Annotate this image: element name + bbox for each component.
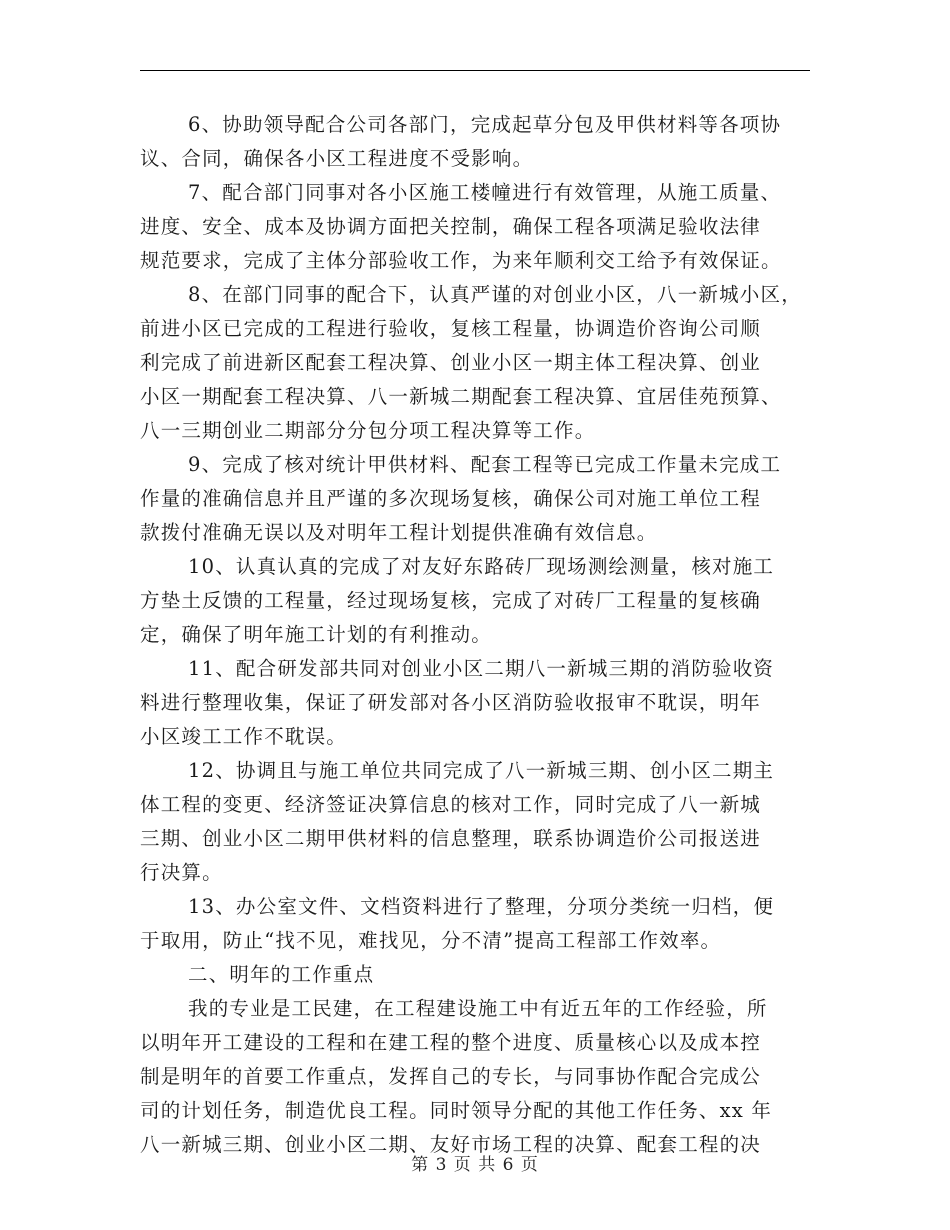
text-line: 6、协助领导配合公司各部门，完成起草分包及甲供材料等各项协	[188, 113, 782, 136]
paragraph-item-13	[140, 890, 810, 958]
text-line: 行决算。	[140, 861, 223, 884]
paragraph-item-7	[140, 176, 810, 278]
paragraph-item-12	[140, 754, 810, 890]
text-line: 7、配合部门同事对各小区施工楼幢进行有效管理，从施工质量、	[188, 181, 782, 204]
text-line: 8、在部门同事的配合下，认真严谨的对创业小区，八一新城小区，	[188, 283, 802, 306]
document-body	[140, 108, 810, 1162]
text-line: 八一新城三期、创业小区二期、友好市场工程的决算、配套工程的决	[140, 1133, 762, 1156]
text-line: 八一三期创业二期部分分包分项工程决算等工作。	[140, 419, 596, 442]
text-line: 小区一期配套工程决算、八一新城二期配套工程决算、宜居佳苑预算、	[140, 385, 782, 408]
text-line: 规范要求，完成了主体分部验收工作，为来年顺利交工给予有效保证。	[140, 249, 782, 272]
text-line: 作量的准确信息并且严谨的多次现场复核，确保公司对施工单位工程	[140, 487, 762, 510]
text-line: 前进小区已完成的工程进行验收，复核工程量，协调造价咨询公司顺	[140, 317, 762, 340]
paragraph-item-9	[140, 448, 810, 550]
text-line: 制是明年的首要工作重点，发挥自己的专长，与同事协作配合完成公	[140, 1065, 762, 1088]
text-line: 三期、创业小区二期甲供材料的信息整理，联系协调造价公司报送进	[140, 827, 762, 850]
text-line: 9、完成了核对统计甲供材料、配套工程等已完成工作量未完成工	[188, 453, 782, 476]
paragraph-item-8	[140, 278, 810, 448]
text-line: 司的计划任务，制造优良工程。同时领导分配的其他工作任务、xx 年	[140, 1099, 773, 1122]
text-line: 11、配合研发部共同对创业小区二期八一新城三期的消防验收资	[188, 657, 775, 680]
paragraph-item-11	[140, 652, 810, 754]
section-heading-text: 二、明年的工作重点	[188, 963, 375, 986]
header-rule	[140, 70, 810, 71]
text-line: 于取用，防止“找不见，难找见，分不清”提高工程部工作效率。	[140, 929, 722, 952]
text-line: 利完成了前进新区配套工程决算、创业小区一期主体工程决算、创业	[140, 351, 762, 374]
text-line: 方垫土反馈的工程量，经过现场复核，完成了对砖厂工程量的复核确	[140, 589, 762, 612]
text-line: 10、认真认真的完成了对友好东路砖厂现场测绘测量，核对施工	[188, 555, 775, 578]
text-line: 定，确保了明年施工计划的有利推动。	[140, 623, 492, 646]
text-line: 款拨付准确无误以及对明年工程计划提供准确有效信息。	[140, 521, 658, 544]
text-line: 议、合同，确保各小区工程进度不受影响。	[140, 147, 534, 170]
text-line: 以明年开工建设的工程和在建工程的整个进度、质量核心以及成本控	[140, 1031, 762, 1054]
text-line: 料进行整理收集，保证了研发部对各小区消防验收报审不耽误，明年	[140, 691, 762, 714]
text-line: 进度、安全、成本及协调方面把关控制，确保工程各项满足验收法律	[140, 215, 762, 238]
page-number-footer: 第 3 页 共 6 页	[411, 1155, 539, 1175]
text-line: 小区竣工工作不耽误。	[140, 725, 348, 748]
paragraph-work-focus	[140, 992, 810, 1162]
text-line: 13、办公室文件、文档资料进行了整理，分项分类统一归档，便	[188, 895, 775, 918]
paragraph-item-6	[140, 108, 810, 176]
paragraph-item-10	[140, 550, 810, 652]
text-line: 12、协调且与施工单位共同完成了八一新城三期、创小区二期主	[188, 759, 775, 782]
text-line: 体工程的变更、经济签证决算信息的核对工作，同时完成了八一新城	[140, 793, 762, 816]
section-heading	[140, 958, 810, 992]
text-line: 我的专业是工民建，在工程建设施工中有近五年的工作经验，所	[188, 997, 768, 1020]
